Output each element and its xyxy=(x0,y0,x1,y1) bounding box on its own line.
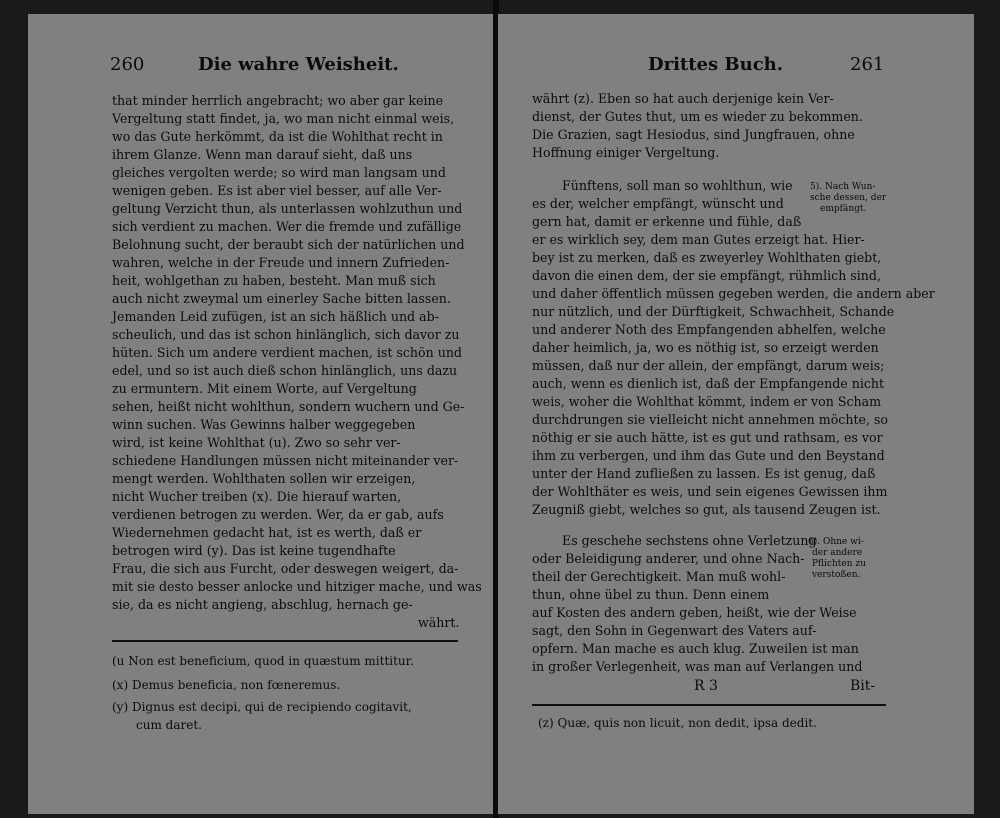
text-line: gern hat, damit er erkenne und fühle, daß xyxy=(532,214,802,229)
text-line: Wiedernehmen gedacht hat, ist es werth, daß er xyxy=(112,525,422,540)
text-line: ihm zu verbergen, und ihm das Gute und den Beystand xyxy=(532,448,885,463)
text-line: durchdrungen sie vielleicht nicht annehmen möchte, so xyxy=(532,412,889,427)
text-line: unter der Hand zufließen zu lassen. Es ist genug, daß xyxy=(532,466,876,481)
text-line: Es geschehe sechstens ohne Verletzung xyxy=(562,533,817,548)
margin-note: Pflichten zu xyxy=(812,559,866,569)
text-line: und daher öffentlich müssen gegeben werden, die andern aber xyxy=(532,286,935,301)
text-line: und anderer Noth des Empfangenden abhelfen, welche xyxy=(532,322,886,337)
text-line: mengt werden. Wohlthaten sollen wir erzeigen, xyxy=(112,471,416,486)
text-line: dienst, der Gutes thut, um es wieder zu bekommen. xyxy=(532,109,863,124)
text-line: auch, wenn es dienlich ist, daß der Empfangende nicht xyxy=(532,376,885,391)
text-line: opfern. Man mache es auch klug. Zuweilen ist man xyxy=(532,641,859,656)
text-line: geltung Verzicht thun, als unterlassen wohlzuthun und xyxy=(112,201,463,216)
text-line: zu ermuntern. Mit einem Worte, auf Vergeltung xyxy=(112,381,417,396)
text-line: davon die einen dem, der sie empfängt, rühmlich sind, xyxy=(532,268,881,283)
text-line: der Wohlthäter es weis, und sein eigenes Gewissen ihm xyxy=(532,484,888,499)
footnote-rule xyxy=(112,640,458,642)
text-line: sehen, heißt nicht wohlthun, sondern wuchern und Ge- xyxy=(112,399,465,414)
text-line: nöthig er sie auch hätte, ist es gut und rathsam, es vor xyxy=(532,430,883,445)
text-line: oder Beleidigung anderer, und ohne Nach- xyxy=(532,551,805,566)
footnote: cum daret. xyxy=(136,718,202,732)
margin-note: der andere xyxy=(812,548,863,558)
text-line: ihrem Glanze. Wenn man darauf sieht, daß uns xyxy=(112,147,413,162)
text-line: Zeugniß giebt, welches so gut, als tausend Zeugen ist. xyxy=(532,502,881,517)
text-line: Frau, die sich aus Furcht, oder deswegen weigert, da- xyxy=(112,561,459,576)
signature-mark: R 3 xyxy=(694,678,718,694)
text-line: theil der Gerechtigkeit. Man muß wohl- xyxy=(532,569,786,584)
text-line: weis, woher die Wohlthat kömmt, indem er von Scham xyxy=(532,394,882,409)
text-line: gleiches vergolten werde; so wird man langsam und xyxy=(112,165,446,180)
margin-note: empfängt. xyxy=(820,204,867,214)
text-line: wo das Gute herkömmt, da ist die Wohlthat recht in xyxy=(112,129,443,144)
text-line: wenigen geben. Es ist aber viel besser, auf alle Ver- xyxy=(112,183,442,198)
text-line: sie, da es nicht angieng, abschlug, hernach ge- xyxy=(112,597,413,612)
text-line: wird, ist keine Wohlthat (u). Zwo so sehr ver- xyxy=(112,435,401,450)
text-line: währt. xyxy=(418,615,460,630)
margin-note: 6). Ohne wi- xyxy=(808,537,864,547)
text-line: Vergeltung statt findet, ja, wo man nicht einmal weis, xyxy=(112,111,455,126)
text-line: scheulich, und das ist schon hinlänglich, sich davor zu xyxy=(112,327,460,342)
right-page xyxy=(498,14,974,814)
footnote-rule xyxy=(532,704,886,706)
text-line: hüten. Sich um andere verdient machen, ist schön und xyxy=(112,345,462,360)
text-line: winn suchen. Was Gewinns halber weggegeben xyxy=(112,417,416,432)
text-line: Belohnung sucht, der beraubt sich der natürlichen und xyxy=(112,237,465,252)
text-line: auf Kosten des andern geben, heißt, wie der Weise xyxy=(532,605,857,620)
margin-note: sche dessen, der xyxy=(810,193,887,203)
text-line: betrogen wird (y). Das ist keine tugendhafte xyxy=(112,543,396,558)
text-line: in großer Verlegenheit, was man auf Verlangen und xyxy=(532,659,863,674)
footnote: (z) Quæ, quis non licuit, non dedit, ipsa dedit. xyxy=(538,716,817,730)
text-line: nicht Wucher treiben (x). Die hierauf warten, xyxy=(112,489,402,504)
footnote: (x) Demus beneficia, non fœneremus. xyxy=(112,678,341,692)
margin-note: 5). Nach Wun- xyxy=(810,182,876,192)
text-line: sagt, den Sohn in Gegenwart des Vaters auf- xyxy=(532,623,817,638)
text-line: heit, wohlgethan zu haben, besteht. Man muß sich xyxy=(112,273,436,288)
text-line: bey ist zu merken, daß es zweyerley Wohlthaten giebt, xyxy=(532,250,882,265)
running-head-left: Die wahre Weisheit. xyxy=(198,54,399,75)
running-head-right: Drittes Buch. xyxy=(648,54,784,75)
text-line: nur nützlich, und der Dürftigkeit, Schwachheit, Schande xyxy=(532,304,895,319)
footnote: (y) Dignus est decipi, qui de recipiendo cogitavit, xyxy=(112,700,412,714)
page-number-left: 260 xyxy=(110,54,145,75)
text-line: daher heimlich, ja, wo es nöthig ist, so erzeigt werden xyxy=(532,340,879,355)
footnote: (u Non est beneficium, quod in quæstum mittitur. xyxy=(112,654,414,668)
text-line: edel, und so ist auch dieß schon hinlänglich, uns dazu xyxy=(112,363,458,378)
text-line: er es wirklich sey, dem man Gutes erzeigt hat. Hier- xyxy=(532,232,865,247)
text-line: Jemanden Leid zufügen, ist an sich häßlich und ab- xyxy=(112,309,439,324)
page-number-right: 261 xyxy=(850,54,885,75)
text-line: Die Grazien, sagt Hesiodus, sind Jungfrauen, ohne xyxy=(532,127,855,142)
text-line: thun, ohne übel zu thun. Denn einem xyxy=(532,587,770,602)
text-line: mit sie desto besser anlocke und hitziger mache, und was xyxy=(112,579,482,594)
text-line: sich verdient zu machen. Wer die fremde und zufällige xyxy=(112,219,462,234)
catchword: Bit- xyxy=(850,678,876,694)
text-line: Hoffnung einiger Vergeltung. xyxy=(532,145,720,160)
text-line: wahren, welche in der Freude und innern Zufrieden- xyxy=(112,255,450,270)
text-line: währt (z). Eben so hat auch derjenige kein Ver- xyxy=(532,91,834,106)
text-line: es der, welcher empfängt, wünscht und xyxy=(532,196,784,211)
text-line: müssen, daß nur der allein, der empfängt, darum weis; xyxy=(532,358,885,373)
text-line: verdienen betrogen zu werden. Wer, da er gab, aufs xyxy=(112,507,444,522)
left-page xyxy=(28,14,494,814)
text-line: that minder herrlich angebracht; wo aber gar keine xyxy=(112,93,444,108)
text-line: auch nicht zweymal um einerley Sache bitten lassen. xyxy=(112,291,451,306)
text-line: Fünftens, soll man so wohlthun, wie xyxy=(562,178,793,193)
margin-note: verstoßen. xyxy=(812,570,861,580)
text-line: schiedene Handlungen müssen nicht miteinander ver- xyxy=(112,453,459,468)
